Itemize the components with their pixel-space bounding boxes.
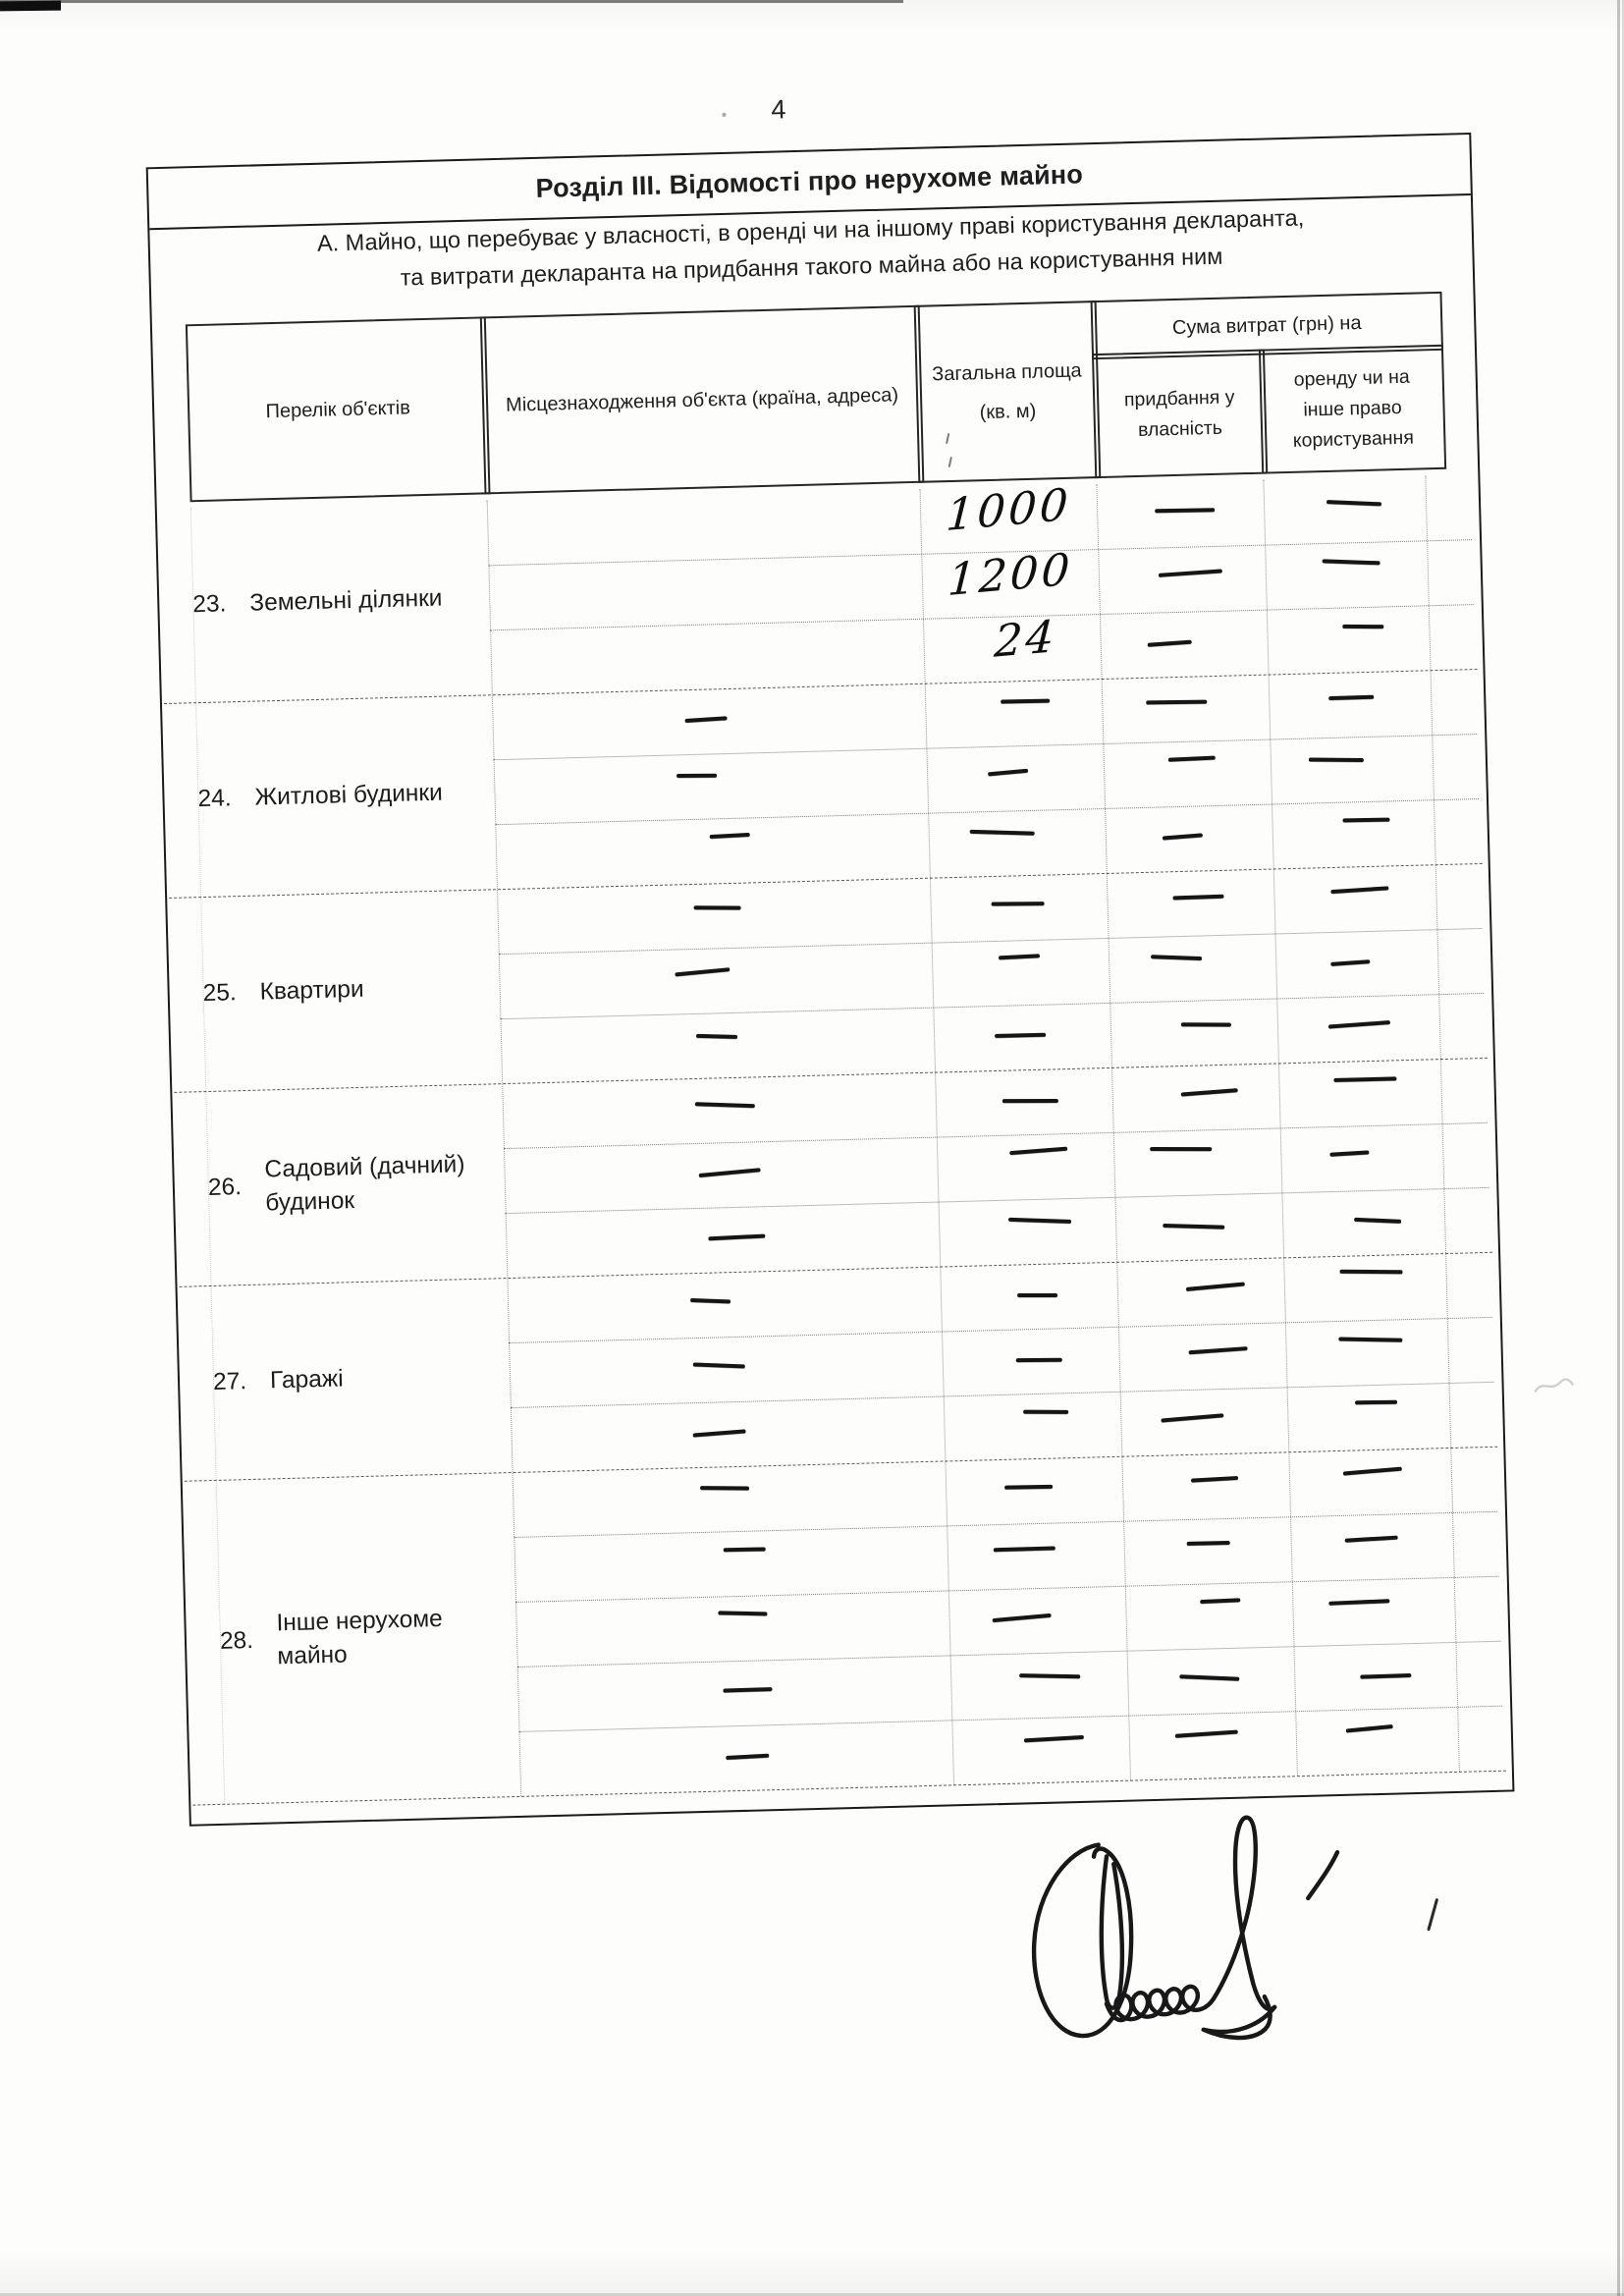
header-rent-label: оренду чи на інше право користування	[1292, 365, 1415, 452]
pen-dash-mark	[1172, 895, 1223, 900]
row-label	[195, 694, 495, 897]
pen-dash-mark	[1148, 640, 1192, 647]
header-purchase-label: придбання у власність	[1123, 385, 1235, 441]
pen-dash-mark	[695, 1102, 755, 1108]
pen-dash-mark	[709, 833, 749, 839]
pen-dash-mark	[1346, 1724, 1393, 1732]
row-label	[211, 1278, 511, 1480]
pen-dash-mark	[1180, 1088, 1237, 1096]
pen-dash-mark	[970, 830, 1035, 835]
pen-dash-mark	[1167, 755, 1215, 761]
scan-noise-dot	[722, 113, 726, 117]
pen-dash-mark	[1186, 1282, 1245, 1290]
pen-dash-mark	[723, 1687, 772, 1692]
pen-dash-mark	[1008, 1218, 1071, 1224]
pen-dash-mark	[693, 1429, 746, 1437]
pen-dash-mark	[1146, 699, 1207, 703]
row-number: 23.	[191, 590, 227, 619]
row-number: 27.	[212, 1368, 247, 1395]
pen-dash-mark	[1190, 1476, 1237, 1482]
pen-dash-mark	[1342, 1466, 1401, 1475]
row-number: 24.	[197, 785, 232, 813]
pen-dash-mark	[1308, 757, 1363, 761]
pen-dash-mark	[1322, 560, 1380, 566]
pen-dash-mark	[1354, 1218, 1402, 1224]
pen-dash-mark	[677, 773, 717, 777]
pen-dash-mark	[1328, 695, 1374, 700]
subrow-separator	[499, 928, 1483, 955]
pen-dash-mark	[1019, 1674, 1080, 1679]
pen-dash-mark	[993, 1613, 1053, 1622]
margin-squiggle-mark	[1533, 1376, 1575, 1398]
pen-dash-mark	[1159, 570, 1222, 577]
table-row-group	[178, 1252, 1504, 1481]
table-row-group	[172, 1058, 1498, 1286]
pen-dash-mark	[1017, 1293, 1057, 1297]
pen-dash-mark	[1329, 1151, 1370, 1157]
pen-dash-mark	[1161, 1413, 1223, 1422]
subrow-separator	[515, 1576, 1499, 1603]
pen-dash-mark	[1009, 1147, 1067, 1155]
pen-dash-mark	[698, 1168, 760, 1177]
pen-dash-mark	[1174, 1730, 1237, 1738]
pen-dash-mark	[1187, 1541, 1230, 1546]
pen-dash-mark	[693, 1362, 745, 1368]
handwritten-area-value: 1000	[945, 477, 1073, 541]
pen-dash-mark	[719, 1611, 768, 1615]
pen-dash-mark	[696, 1034, 737, 1039]
row-label	[190, 500, 490, 702]
pen-dash-mark	[690, 1298, 731, 1303]
pen-dash-mark	[1002, 1098, 1058, 1102]
pen-dash-mark	[1163, 833, 1203, 840]
pen-dash-mark	[1355, 1400, 1397, 1404]
subrow-separator	[517, 1641, 1501, 1667]
header-area-line2: (кв. м)	[979, 400, 1037, 423]
header-purchase	[1092, 350, 1268, 479]
pen-dash-mark	[988, 769, 1029, 776]
pen-dash-mark	[685, 716, 728, 722]
header-costs-group-label: Сума витрат (грн) на	[1171, 311, 1362, 340]
row-number: 26.	[207, 1174, 243, 1202]
pen-dash-mark	[1181, 1023, 1231, 1027]
pen-dash-mark	[675, 968, 730, 977]
table-row-group	[157, 474, 1484, 703]
pen-dash-mark	[1342, 625, 1383, 629]
header-rent	[1259, 345, 1446, 474]
pen-dash-mark	[1023, 1410, 1068, 1414]
handwritten-area-value: 24	[993, 610, 1058, 668]
pen-dash-mark	[1016, 1358, 1062, 1362]
pen-dash-mark	[726, 1753, 770, 1759]
row-number: 25.	[202, 979, 238, 1008]
page-number: 4	[770, 94, 786, 125]
header-area	[914, 301, 1102, 483]
pen-dash-mark	[1330, 887, 1388, 894]
row-name: Земельні ділянки	[248, 584, 443, 617]
pen-dash-mark	[1345, 1536, 1398, 1543]
pen-dash-mark	[1328, 1020, 1390, 1028]
pen-dash-mark	[700, 1486, 749, 1490]
header-objects	[186, 316, 491, 502]
section-title: Розділ III. Відомості про нерухоме майно	[148, 135, 1471, 230]
scan-tick-marks	[947, 433, 967, 479]
subrow-separator	[511, 1382, 1494, 1408]
subrow-separator	[506, 1187, 1489, 1214]
subrow-separator	[494, 734, 1478, 760]
pen-dash-mark	[1330, 959, 1371, 965]
pen-dash-mark	[1163, 1224, 1224, 1229]
header-area-line1: Загальна площа	[931, 358, 1082, 385]
pen-dash-mark	[709, 1233, 766, 1240]
scan-edge-smudge	[0, 1, 61, 12]
subrow-separator	[500, 993, 1484, 1019]
pen-dash-mark	[1339, 1337, 1403, 1341]
signature	[1006, 1788, 1377, 2058]
row-label	[205, 1083, 505, 1285]
pen-dash-mark	[1150, 1147, 1212, 1151]
row-label	[200, 889, 500, 1091]
header-objects-label: Перелік об'єктів	[265, 396, 411, 422]
pen-dash-mark	[1004, 1485, 1053, 1490]
pen-dash-mark	[1342, 818, 1389, 822]
subrow-separator	[504, 1122, 1488, 1149]
header-location-label: Місцезнаходження об'єкта (країна, адреса)	[505, 383, 899, 416]
pen-dash-mark	[993, 1546, 1055, 1551]
subtitle-line-2: та витрати декларанта на придбання такого майна або на користування ним	[400, 243, 1223, 291]
pen-dash-mark	[1361, 1673, 1412, 1678]
row-number: 28.	[219, 1626, 254, 1655]
pen-dash-mark	[1155, 509, 1215, 514]
pen-dash-mark	[1328, 1599, 1389, 1605]
pen-dash-mark	[1339, 1270, 1402, 1274]
pen-dash-mark	[1151, 955, 1202, 960]
property-declaration-table	[146, 133, 1515, 1827]
pen-dash-mark	[1001, 698, 1050, 703]
stray-pen-mark	[1427, 1898, 1438, 1932]
pen-dash-mark	[1326, 500, 1381, 506]
row-name: Гаражі	[269, 1365, 344, 1394]
pen-dash-mark	[1200, 1598, 1240, 1603]
pen-dash-mark	[724, 1548, 766, 1552]
pen-dash-mark	[991, 902, 1044, 905]
table-row-group	[183, 1447, 1512, 1805]
pen-dash-mark	[1188, 1346, 1247, 1354]
header-location	[480, 305, 925, 495]
table-row-group	[162, 669, 1489, 898]
pen-dash-mark	[999, 955, 1040, 960]
subtitle-line-1: А. Майно, що перебуває у власності, в оренді чи на іншому праві користування декларанта,	[316, 204, 1305, 256]
row-label	[216, 1472, 519, 1804]
pen-dash-mark	[1024, 1735, 1084, 1742]
row-name: Інше нерухоме майно	[276, 1605, 444, 1670]
row-name: Квартири	[259, 975, 364, 1006]
pen-dash-mark	[693, 905, 740, 909]
pen-dash-mark	[1334, 1077, 1397, 1082]
pen-dash-mark	[1179, 1674, 1239, 1680]
pen-dash-mark	[995, 1033, 1046, 1038]
handwritten-area-value: 1200	[946, 542, 1074, 606]
subrow-separator	[495, 798, 1479, 825]
row-name: Садовий (дачний) будинок	[264, 1151, 465, 1217]
table-row-group	[167, 863, 1493, 1092]
subrow-separator	[514, 1511, 1497, 1538]
row-name: Житлові будинки	[254, 779, 444, 811]
